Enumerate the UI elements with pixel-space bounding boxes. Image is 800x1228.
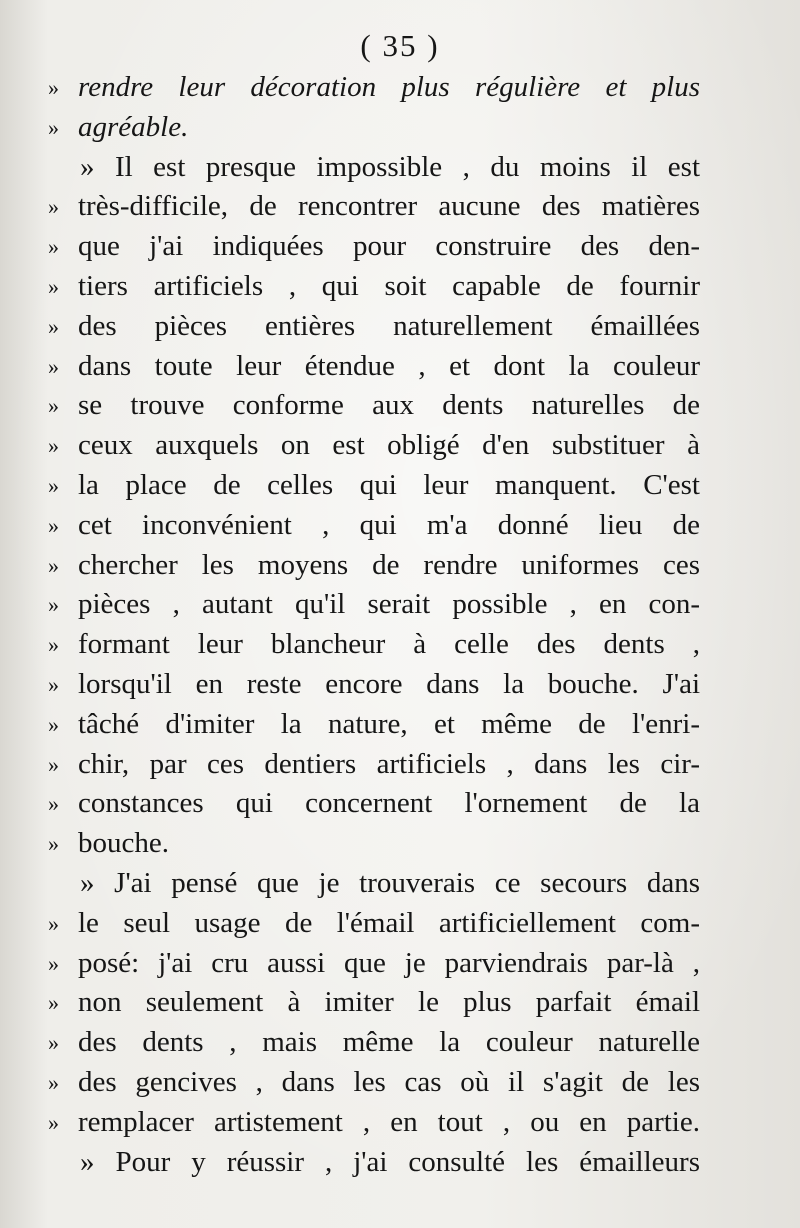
- text-line: [40, 824, 700, 864]
- line-text: le seul usage de l'émail artificiellement com-: [78, 906, 700, 939]
- quote-mark: »: [48, 950, 57, 976]
- line-text: chir, par ces dentiers artificiels , dans les cir-: [78, 747, 700, 780]
- text-line: [40, 347, 700, 387]
- text-line: [40, 267, 700, 307]
- text-line: [40, 904, 700, 944]
- text-line: [40, 307, 700, 347]
- quote-mark: »: [48, 273, 57, 299]
- quote-mark: »: [48, 1109, 57, 1135]
- line-text: des gencives , dans les cas où il s'agit de les: [78, 1065, 700, 1098]
- quote-mark: »: [48, 831, 57, 857]
- quote-mark: »: [48, 472, 57, 498]
- line-text: chercher les moyens de rendre uniformes ces: [78, 548, 700, 581]
- quote-mark: »: [48, 592, 57, 618]
- text-line: [40, 68, 700, 108]
- text-line: [40, 745, 700, 785]
- line-text: tiers artificiels , qui soit capable de fournir: [78, 269, 700, 302]
- line-text: des pièces entières naturellement émaillées: [78, 309, 700, 342]
- text-line: [40, 546, 700, 586]
- line-text: tâché d'imiter la nature, et même de l'enri-: [78, 707, 700, 740]
- text-line: [40, 864, 700, 904]
- text-line: [40, 506, 700, 546]
- text-line: [40, 1103, 700, 1143]
- quote-mark: »: [48, 632, 57, 658]
- text-line: [40, 426, 700, 466]
- line-text: agréable.: [78, 110, 189, 143]
- quote-mark: »: [48, 75, 57, 100]
- quote-mark: »: [48, 512, 57, 538]
- line-text: » Pour y réussir , j'ai consulté les émailleurs: [80, 1145, 700, 1178]
- line-text: posé: j'ai cru aussi que je parviendrais par-là ,: [78, 946, 700, 979]
- quote-mark: »: [48, 671, 57, 697]
- text-line: [40, 386, 700, 426]
- text-line: [40, 466, 700, 506]
- text-line: [40, 148, 700, 188]
- line-text: des dents , mais même la couleur naturelle: [78, 1026, 700, 1059]
- text-line: [40, 705, 700, 745]
- line-text: la place de celles qui leur manquent. C'est: [78, 468, 700, 501]
- quote-mark: »: [48, 1069, 57, 1095]
- line-text: pièces , autant qu'il serait possible , en con-: [78, 588, 700, 621]
- quote-mark: »: [48, 990, 57, 1016]
- quote-mark: »: [48, 234, 57, 260]
- line-text: » J'ai pensé que je trouverais ce secours dans: [80, 866, 700, 899]
- quote-mark: »: [48, 114, 57, 140]
- line-text: se trouve conforme aux dents naturelles de: [78, 389, 700, 422]
- line-text: bouche.: [78, 827, 169, 860]
- line-text: lorsqu'il en reste encore dans la bouche. J'ai: [78, 667, 700, 700]
- text-line: [40, 983, 700, 1023]
- line-text: ceux auxquels on est obligé d'en substituer à: [78, 429, 700, 462]
- quote-mark: »: [48, 353, 57, 379]
- quote-mark: »: [48, 194, 57, 220]
- line-text: non seulement à imiter le plus parfait émail: [78, 986, 700, 1019]
- text-line: [40, 585, 700, 625]
- text-line: [40, 784, 700, 824]
- line-text: que j'ai indiquées pour construire des den-: [78, 230, 700, 263]
- quote-mark: »: [48, 791, 57, 817]
- line-text: dans toute leur étendue , et dont la couleur: [78, 349, 700, 382]
- line-text: remplacer artistement , en tout , ou en partie.: [78, 1105, 700, 1138]
- text-line: [40, 108, 700, 148]
- text-line: [40, 625, 700, 665]
- text-line: [40, 187, 700, 227]
- line-text: cet inconvénient , qui m'a donné lieu de: [78, 508, 700, 541]
- text-line: [40, 227, 700, 267]
- quote-mark: »: [48, 393, 57, 419]
- quote-mark: »: [48, 1030, 57, 1056]
- quote-mark: »: [48, 313, 57, 339]
- page-number: ( 35 ): [360, 28, 440, 63]
- quote-mark: »: [48, 910, 57, 936]
- line-text: rendre leur décoration plus régulière et plus: [78, 71, 700, 103]
- line-text: » Il est presque impossible , du moins il est: [80, 150, 700, 183]
- line-text: formant leur blancheur à celle des dents ,: [78, 628, 700, 661]
- text-line: [40, 1143, 700, 1183]
- line-text: très-difficile, de rencontrer aucune des matières: [78, 190, 700, 223]
- quote-mark: »: [48, 711, 57, 737]
- quote-mark: »: [48, 552, 57, 578]
- text-line: [40, 1063, 700, 1103]
- line-text: constances qui concernent l'ornement de la: [78, 787, 700, 820]
- text-line: [40, 944, 700, 984]
- quote-mark: »: [48, 433, 57, 459]
- text-line: [40, 665, 700, 705]
- body-text: [40, 68, 700, 1182]
- quote-mark: »: [48, 751, 57, 777]
- text-line: [40, 1023, 700, 1063]
